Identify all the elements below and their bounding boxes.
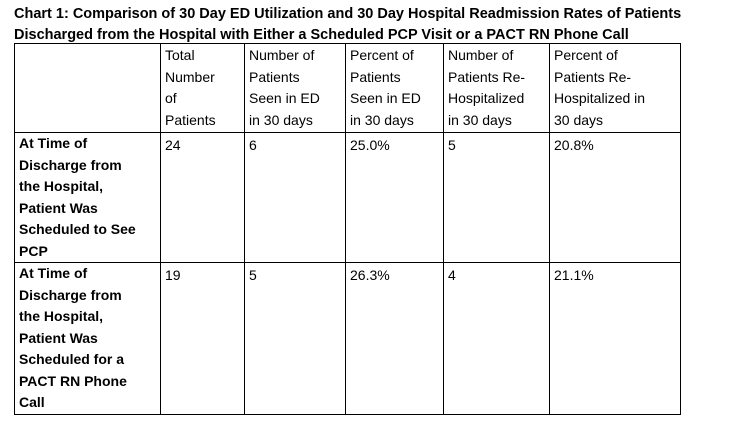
cell-number-rehospitalized: 4: [444, 263, 550, 415]
header-total-patients: Total Number of Patients: [161, 44, 245, 133]
header-number-seen-ed: Number of Patients Seen in ED in 30 days: [245, 44, 346, 133]
corner-cell: [15, 44, 161, 133]
row-label-pact-rn: At Time of Discharge from the Hospital, Patient Was Scheduled for a PACT RN Phone Call: [15, 263, 161, 415]
table-row: [15, 263, 681, 415]
cell-percent-rehospitalized: 21.1%: [550, 263, 681, 415]
header-row: [15, 44, 681, 133]
cell-total-patients: 24: [161, 133, 245, 263]
header-percent-rehospitalized: Percent of Patients Re- Hospitalized in 30 days: [550, 44, 681, 133]
row-label-pcp: At Time of Discharge from the Hospital, Patient Was Scheduled to See PCP: [15, 133, 161, 263]
cell-number-seen-ed: 5: [245, 263, 346, 415]
cell-percent-rehospitalized: 20.8%: [550, 133, 681, 263]
cell-percent-seen-ed: 25.0%: [346, 133, 444, 263]
chart-title: Chart 1: Comparison of 30 Day ED Utilization and 30 Day Hospital Readmission Rates of Patients Discharged from the Hospital with Either a Scheduled PCP Visit or a PACT RN Phone Call: [14, 6, 682, 43]
cell-number-seen-ed: 6: [245, 133, 346, 263]
table-row: [15, 133, 681, 263]
cell-percent-seen-ed: 26.3%: [346, 263, 444, 415]
cell-number-rehospitalized: 5: [444, 133, 550, 263]
cell-total-patients: 19: [161, 263, 245, 415]
comparison-table: [14, 43, 681, 415]
header-percent-seen-ed: Percent of Patients Seen in ED in 30 days: [346, 44, 444, 133]
header-number-rehospitalized: Number of Patients Re- Hospitalized in 30 days: [444, 44, 550, 133]
